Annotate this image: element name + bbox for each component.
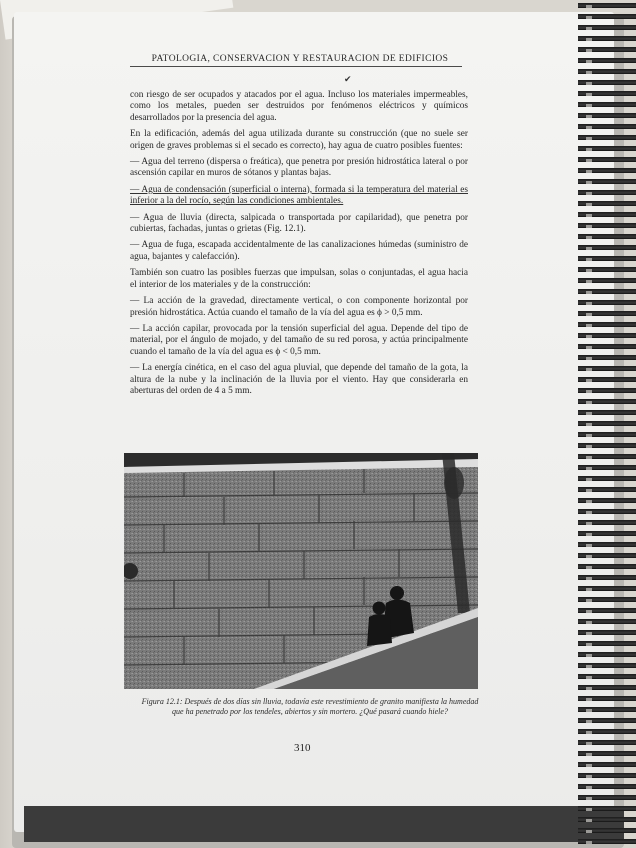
paragraph-intro-continued: con riesgo de ser ocupados y atacados por el agua. Incluso los materiales impermeables, como los metales, pueden ser destruidos por fenómenos eléctricos y químicos desarrollados por la presencia del agua. xyxy=(130,90,468,123)
list-item-capillary: — La acción capilar, provocada por la tensión superficial del agua. Depende del tipo de material, por el ángulo de mojado, y del tamaño de su red porosa, y actúa principalmente cuando el tamaño de la vía del agua es ϕ < 0,5 mm. xyxy=(130,323,468,357)
figure-photo-granite-wall xyxy=(124,453,478,689)
paragraph-forces: También son cuatro las posibles fuerzas que impulsan, solas o conjuntadas, el agua hacia el interior de los materiales y de la construcción: xyxy=(130,268,468,290)
pen-mark: ✔ xyxy=(344,74,352,84)
list-item-leak-water: — Agua de fuga, escapada accidentalmente de las canalizaciones húmedas (suministro de agua, bajantes y calefacción). xyxy=(130,240,468,262)
paragraph-water-sources: En la edificación, además del agua utilizada durante su construcción (que no suele ser origen de graves problemas si el secado es correcto), hay agua de cuatro posibles fuentes: xyxy=(130,129,468,151)
list-item-gravity: — La acción de la gravedad, directamente vertical, o con componente horizontal por presión hidrostática. Actúa cuando el tamaño de la vía del agua es ϕ > 0,5 mm. xyxy=(130,296,468,318)
list-item-condensation-water: — Agua de condensación (superficial o interna), formada si la temperatura del material es inferior a la del rocío, según las condiciones ambientales. xyxy=(130,184,468,207)
granite-wall-image xyxy=(124,453,478,689)
binding-holes xyxy=(586,0,592,848)
body-text xyxy=(130,90,468,402)
figure-caption: Figura 12.1: Después de dos días sin lluvia, todavía este revestimiento de granito manifiesta la humedad que ha penetrado por los tendeles, abiertos y sin mortero. ¿Qué pasará cuando hiele? xyxy=(141,697,479,716)
page-bottom-band xyxy=(24,806,624,842)
page-number: 310 xyxy=(294,742,311,754)
running-header: PATOLOGIA, CONSERVACION Y RESTAURACION DE EDIFICIOS xyxy=(151,54,449,64)
list-item-ground-water: — Agua del terreno (dispersa o freática), que penetra por presión hidrostática lateral o por ascensión capilar en muros de sótanos y plantas bajas. xyxy=(130,157,468,179)
list-item-rain-water: — Agua de lluvia (directa, salpicada o transportada por capilaridad), que penetra por cubiertas, fachadas, juntas o grietas (Fig. 12.1). xyxy=(130,212,468,235)
header-rule xyxy=(130,66,462,67)
list-item-kinetic-energy: — La energía cinética, en el caso del agua pluvial, que depende del tamaño de la gota, la altura de la nube y la inclinación de la lluvia por el viento. Hay que considerarla en aberturas del orden de 4 a 5 mm. xyxy=(130,363,468,396)
